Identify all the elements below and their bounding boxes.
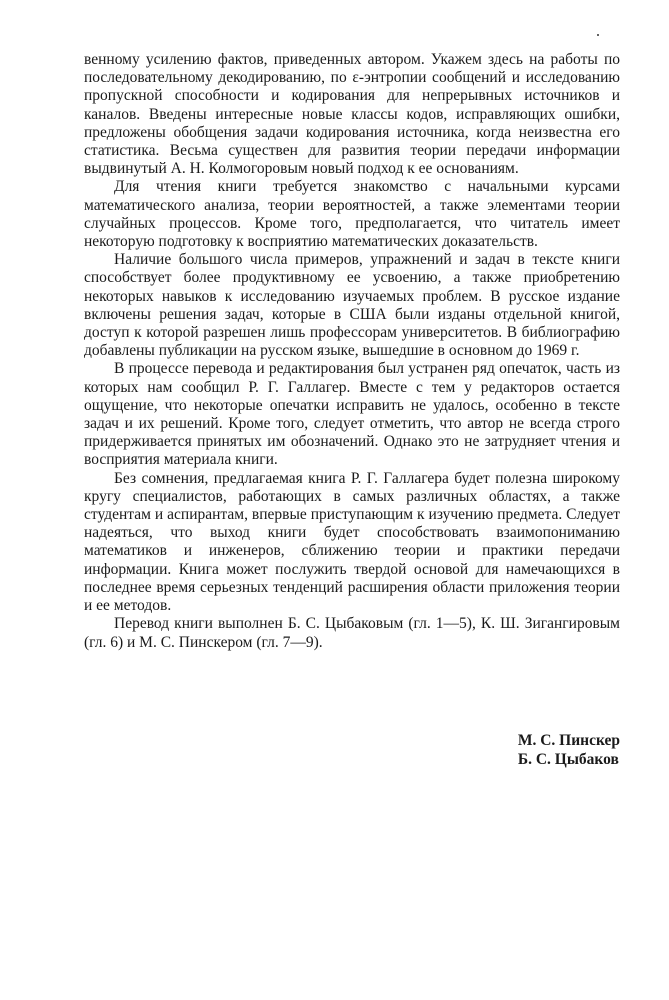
- signature-pinsker: М. С. Пинскер: [517, 732, 620, 749]
- page-speck: [597, 34, 599, 36]
- paragraph-continuation: венному усилению фактов, приведенных автором. Укажем здесь на работы по последовательному декодированию, по ε-энтропии сообщений и исследованию пропускной способности и кодирования для непрерывных источников и каналов. Введены интересные новые классы кодов, исправляющих ошибки, предложены обобщения задачи кодирования источника, когда неизвестна его статистика. Весьма существен для развития теории передачи информации выдвинутый А. Н. Колмогоровым новый подход к ее основаниям.: [84, 51, 620, 178]
- signature-block: [518, 731, 620, 769]
- signature-tsybakov: Б. С. Цыбаков: [517, 751, 619, 768]
- paragraph-conclusion: Без сомнения, предлагаемая книга Р. Г. Галлагера будет полезна широкому кругу специалистов, работающих в самых различных областях, а также студентам и аспирантам, впервые приступающим к изучению предмета. Следует надеяться, что выход книги будет способствовать взаимопониманию математиков и инженеров, сближению теории и практики передачи информации. Книга может послужить твердой основой для намечающихся в последнее время серьезных тенденций расширения области приложения теории и ее методов.: [84, 469, 620, 615]
- paragraph-prerequisites: Для чтения книги требуется знакомство с начальными курсами математического анализа, теории вероятностей, а также элементами теории случайных процессов. Кроме того, предполагается, что читатель имеет некоторую подготовку к восприятию математических доказательств.: [84, 178, 620, 251]
- paragraph-examples: Наличие большого числа примеров, упражнений и задач в тексте книги способствует более продуктивному ее усвоению, а также приобретению некоторых навыков к исследованию изучаемых проблем. В русское издание включены решения задач, которые в США были изданы отдельной книгой, доступ к которой разрешен лишь профессорам университетов. В библиографию добавлены публикации на русском языке, вышедшие в основном до 1969 г.: [84, 251, 620, 360]
- page-body: [84, 51, 620, 652]
- paragraph-translators: Перевод книги выполнен Б. С. Цыбаковым (гл. 1—5), К. Ш. Зигангировым (гл. 6) и М. С. Пинскером (гл. 7—9).: [84, 615, 620, 651]
- paragraph-translation: В процессе перевода и редактирования был устранен ряд опечаток, часть из которых нам сообщил Р. Г. Галлагер. Вместе с тем у редакторов остается ощущение, что некоторые опечатки исправить не удалось, особенно в тексте задач и их решений. Кроме того, следует отметить, что автор не всегда строго придерживается принятых им обозначений. Однако это не затрудняет чтения и восприятия материала книги.: [84, 360, 620, 469]
